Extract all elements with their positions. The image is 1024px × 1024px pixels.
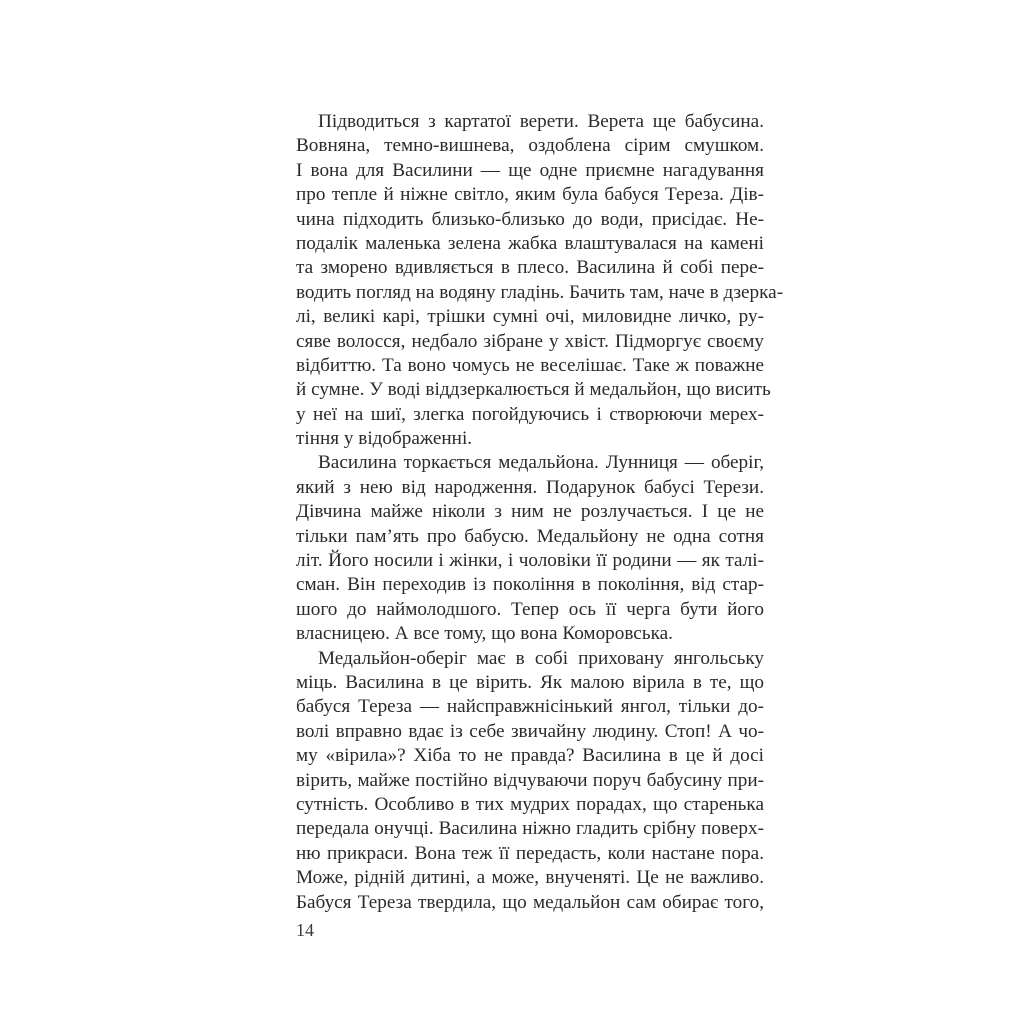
paragraph-3-line-2: міць. Василина в це вірить. Як малою вірила в те, що (296, 671, 764, 693)
paragraph-2-line-5: літ. Його носили і жінки, і чоловіки її родини — як талі- (296, 550, 764, 572)
page-number: 14 (296, 920, 314, 940)
paragraph-3-line-3: бабуся Тереза — найсправжнісінький янгол, тільки до- (296, 696, 764, 718)
paragraph-1-line-5: чина підходить близько-близько до води, присідає. Не- (296, 208, 764, 230)
paragraph-2-line-7: шого до наймолодшого. Тепер ось її черга бути його (296, 598, 764, 620)
paragraph-1-line-2: Вовняна, темно-вишнева, оздоблена сірим смушком. (296, 135, 764, 157)
paragraph-3-line-10: Може, рідній дитині, а може, внученяті. Це не важливо. (296, 867, 764, 889)
paragraph-2-line-2: який з нею від народження. Подарунок бабусі Терези. (296, 476, 764, 498)
paragraph-2-line-8: власницею. А все тому, що вона Коморовська. (296, 623, 673, 645)
paragraph-2-line-4: тільки пам’ять про бабусю. Медальйону не одна сотня (296, 525, 764, 547)
body-text (296, 110, 784, 915)
paragraph-3-line-4: волі вправно вдає із себе звичайну людину. Стоп! А чо- (296, 720, 764, 742)
paragraph-1-line-11: відбиттю. Та воно чомусь не веселішає. Таке ж поважне (296, 354, 764, 376)
paragraph-1-line-9: лі, великі карі, трішки сумні очі, миловидне личко, ру- (296, 306, 764, 328)
paragraph-1-line-3: І вона для Василини — ще одне приємне нагадування (296, 159, 764, 181)
paragraph-2-line-3: Дівчина майже ніколи з ним не розлучається. І це не (296, 501, 764, 523)
paragraph-1-line-8: водить погляд на водяну гладінь. Бачить там, наче в дзерка- (296, 281, 784, 303)
paragraph-3-line-1: Медальйон-оберіг має в собі приховану янгольську (318, 647, 764, 669)
paragraph-1-line-10: сяве волосся, недбало зібране у хвіст. Підморгує своєму (296, 330, 764, 352)
paragraph-1-line-12: й сумне. У воді віддзеркалюється й медальйон, що висить (296, 379, 771, 401)
paragraph-3-line-7: сутність. Особливо в тих мудрих порадах, що старенька (296, 793, 764, 815)
paragraph-3-line-8: передала онучці. Василина ніжно гладить срібну поверх- (296, 818, 764, 840)
paragraph-1-line-14: тіння у відображенні. (296, 428, 473, 450)
paragraph-1-line-4: про тепле й ніжне світло, яким була бабуся Тереза. Дів- (296, 184, 764, 206)
paragraph-3-line-11: Бабуся Тереза твердила, що медальйон сам обирає того, (296, 891, 764, 913)
paragraph-3-line-5: му «вірила»? Хіба то не правда? Василина в це й досі (296, 745, 764, 767)
paragraph-2-line-6: сман. Він переходив із покоління в покоління, від стар- (296, 574, 764, 596)
paragraph-1-line-13: у неї на шиї, злегка погойдуючись і створюючи мерех- (296, 403, 764, 425)
paragraph-1-line-6: подалік маленька зелена жабка влаштувалася на камені (296, 232, 764, 254)
paragraph-2-line-1: Василина торкається медальйона. Лунниця — оберіг, (318, 452, 764, 474)
paragraph-1-line-7: та зморено вдивляється в плесо. Василина й собі пере- (296, 257, 764, 279)
paragraph-3-line-9: ню прикраси. Вона теж її передасть, коли настане пора. (296, 842, 764, 864)
paragraph-1-line-1: Підводиться з картатої верети. Верета ще бабусина. (318, 111, 764, 132)
paragraph-3-line-6: вірить, майже постійно відчуваючи поруч бабусину при- (296, 769, 764, 791)
